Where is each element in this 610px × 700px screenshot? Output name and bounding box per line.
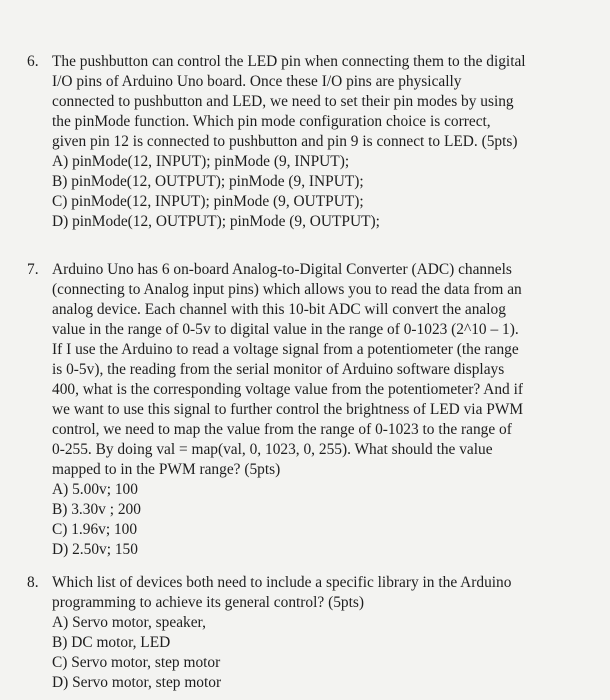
- answer-option-b: B) DC motor, LED: [52, 634, 171, 651]
- question-8: [27, 573, 597, 693]
- question-number: 6.: [27, 53, 39, 70]
- question-number: 8.: [27, 574, 39, 591]
- question-text-line: 0-255. By doing val = map(val, 0, 1023, 0, 255). What should the value: [52, 441, 493, 458]
- answer-option-d: D) Servo motor, step motor: [52, 674, 222, 691]
- question-text-line: programming to achieve its general control? (5pts): [52, 594, 364, 611]
- question-text-line: mapped to in the PWM range? (5pts): [52, 461, 281, 478]
- question-text-line: we want to use this signal to further control the brightness of LED via PWM: [52, 401, 524, 418]
- answer-option-d: D) 2.50v; 150: [52, 541, 138, 558]
- question-text-line: given pin 12 is connected to pushbutton and pin 9 is connect to LED. (5pts): [52, 133, 518, 150]
- answer-option-c: C) pinMode(12, INPUT); pinMode (9, OUTPUT);: [52, 193, 364, 210]
- question-text-line: is 0-5v), the reading from the serial monitor of Arduino software displays: [52, 361, 505, 378]
- answer-option-a: A) pinMode(12, INPUT); pinMode (9, INPUT);: [52, 153, 350, 170]
- question-text-line: connected to pushbutton and LED, we need to set their pin modes by using: [52, 93, 514, 110]
- question-text-line: 7. Arduino Uno has 6 on-board Analog-to-Digital Converter (ADC) channels: [27, 261, 512, 278]
- answer-option-b: B) 3.30v ; 200: [52, 501, 141, 518]
- answer-option-a: A) 5.00v; 100: [52, 481, 138, 498]
- question-text-line: control, we need to map the value from the range of 0-1023 to the range of: [52, 421, 512, 438]
- question-text-line: (connecting to Analog input pins) which allows you to read the data from an: [52, 281, 522, 298]
- question-text-line: 400, what is the corresponding voltage value from the potentiometer? And if: [52, 381, 523, 398]
- answer-option-c: C) 1.96v; 100: [52, 521, 138, 538]
- question-text-line: If I use the Arduino to read a voltage signal from a potentiometer (the range: [52, 341, 519, 358]
- answer-option-a: A) Servo motor, speaker,: [52, 614, 206, 631]
- answer-option-d: D) pinMode(12, OUTPUT); pinMode (9, OUTPUT);: [52, 213, 380, 230]
- question-text-line: analog device. Each channel with this 10-bit ADC will convert the analog: [52, 301, 506, 318]
- question-text-line: 8. Which list of devices both need to include a specific library in the Arduino: [27, 574, 512, 591]
- question-text-line: I/O pins of Arduino Uno board. Once these I/O pins are physically: [52, 73, 462, 90]
- answer-option-b: B) pinMode(12, OUTPUT); pinMode (9, INPUT);: [52, 173, 364, 190]
- question-text-line: the pinMode function. Which pin mode configuration choice is correct,: [52, 113, 491, 130]
- question-6: [27, 52, 597, 232]
- question-text-line: value in the range of 0-5v to digital value in the range of 0-1023 (2^10 – 1).: [52, 321, 519, 338]
- question-text-line: 6. The pushbutton can control the LED pin when connecting them to the digital: [27, 53, 526, 70]
- question-7: [27, 260, 597, 560]
- answer-option-c: C) Servo motor, step motor: [52, 654, 221, 671]
- question-number: 7.: [27, 261, 39, 278]
